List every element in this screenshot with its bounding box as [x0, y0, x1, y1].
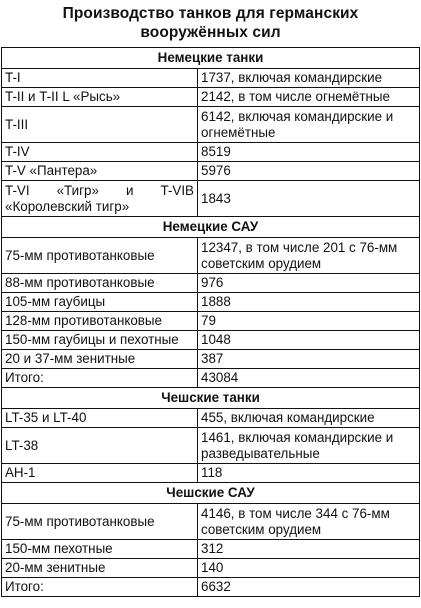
table-row [2, 88, 420, 107]
vehicle-name-cell: 128-мм противотанковые [2, 312, 198, 331]
section-header-row [2, 388, 420, 409]
vehicle-name-cell: 75-мм противотанковые [2, 504, 198, 540]
table-row [2, 69, 420, 88]
vehicle-name-cell: LT-38 [2, 428, 198, 464]
total-value-cell: 43084 [198, 369, 420, 388]
quantity-cell: 2142, в том числе огнемётные [198, 88, 420, 107]
quantity-cell: 1843 [198, 181, 420, 217]
vehicle-name-cell: 150-мм гаубицы и пехотные [2, 331, 198, 350]
total-value-cell: 6632 [198, 578, 420, 597]
table-row [2, 464, 420, 483]
quantity-cell: 6142, включая командирские и огнемётные [198, 107, 420, 143]
section-heading-german-tanks: Немецкие танки [2, 48, 420, 69]
table-row [2, 162, 420, 181]
vehicle-name-cell: 20-мм зенитные [2, 559, 198, 578]
quantity-cell: 8519 [198, 143, 420, 162]
quantity-cell: 1048 [198, 331, 420, 350]
table-row [2, 181, 420, 217]
table-row [2, 312, 420, 331]
quantity-cell: 4146, в том числе 344 с 76-мм советским орудием [198, 504, 420, 540]
quantity-cell: 5976 [198, 162, 420, 181]
vehicle-name-cell: T-VI «Тигр» и T-VIB «Королевский тигр» [2, 181, 198, 217]
total-label-cell: Итого: [2, 369, 198, 388]
page-title-line-2: вооружённых сил [140, 24, 281, 41]
section-heading-czech-tanks: Чешские танки [2, 388, 420, 409]
quantity-cell: 140 [198, 559, 420, 578]
vehicle-name-cell: LT-35 и LT-40 [2, 409, 198, 428]
quantity-cell: 12347, в том числе 201 с 76-мм советским орудием [198, 238, 420, 274]
table-row [2, 293, 420, 312]
section-header-row [2, 48, 420, 69]
table-row [2, 331, 420, 350]
total-label-cell: Итого: [2, 578, 198, 597]
quantity-cell: 387 [198, 350, 420, 369]
quantity-cell: 455, включая командирские [198, 409, 420, 428]
vehicle-name-cell: 88-мм противотанковые [2, 274, 198, 293]
quantity-cell: 118 [198, 464, 420, 483]
table-row [2, 428, 420, 464]
vehicle-name-cell: 20 и 37-мм зенитные [2, 350, 198, 369]
vehicle-name-cell: 105-мм гаубицы [2, 293, 198, 312]
section-header-row [2, 217, 420, 238]
page-title-line-1: Производство танков для германских [62, 5, 359, 22]
page-title [1, 4, 420, 42]
table-row [2, 540, 420, 559]
quantity-cell: 312 [198, 540, 420, 559]
vehicle-name-cell: T-IV [2, 143, 198, 162]
table-row [2, 559, 420, 578]
table-row [2, 143, 420, 162]
table-row [2, 409, 420, 428]
table-row-total [2, 369, 420, 388]
quantity-cell: 1888 [198, 293, 420, 312]
production-table [1, 47, 420, 597]
vehicle-name-cell: 150-мм пехотные [2, 540, 198, 559]
table-row [2, 504, 420, 540]
section-heading-german-spg: Немецкие САУ [2, 217, 420, 238]
quantity-cell: 1461, включая командирские и разведывательные [198, 428, 420, 464]
vehicle-name-cell: T-III [2, 107, 198, 143]
vehicle-name-cell: T-II и T-II L «Рысь» [2, 88, 198, 107]
section-heading-czech-spg: Чешские САУ [2, 483, 420, 504]
section-header-row [2, 483, 420, 504]
quantity-cell: 976 [198, 274, 420, 293]
table-row [2, 350, 420, 369]
table-row [2, 274, 420, 293]
vehicle-name-cell: AH-1 [2, 464, 198, 483]
quantity-cell: 79 [198, 312, 420, 331]
vehicle-name-cell: T-I [2, 69, 198, 88]
vehicle-name-cell: T-V «Пантера» [2, 162, 198, 181]
table-row [2, 107, 420, 143]
table-row [2, 238, 420, 274]
vehicle-name-cell: 75-мм противотанковые [2, 238, 198, 274]
quantity-cell: 1737, включая командирские [198, 69, 420, 88]
table-row-total [2, 578, 420, 597]
